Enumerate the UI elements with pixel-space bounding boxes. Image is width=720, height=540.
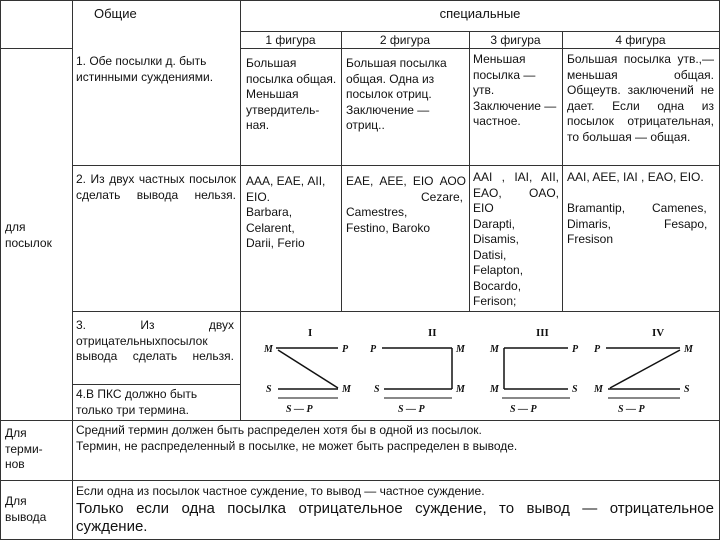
label-for-conclusion: Для вывода [5, 494, 47, 524]
roman-numeral: IV [652, 327, 665, 339]
term-m: M [264, 344, 273, 355]
figure-3-rules: Меньшая посылка — утв. Заключение — частное. [473, 52, 557, 128]
term-m: M [594, 384, 603, 395]
figure-2-rules: Большая посылка общая. Одна из посылок отриц. Заключение — отриц.. [346, 56, 447, 132]
figure-4-mood-codes: AAI, AEE, IAI , EAO, EIO. [567, 170, 704, 184]
grid-line [72, 165, 720, 166]
diagram-line [278, 350, 338, 388]
term-p: P [342, 344, 349, 355]
mood-name: Dimaris, [567, 216, 611, 231]
mood-name: Datisi, [473, 247, 507, 262]
figure-diagrams [240, 312, 720, 420]
mood-name: Cezare, [421, 189, 464, 204]
figure-1-mood-codes: ААА, ЕАЕ, АII, ЕIO. [246, 174, 326, 204]
figure-4-rules: Большая посылка утв.,— меньшая общая. Общеутв. заключений не дает. Если одна из посылок отрицательная, то большая — общая. [567, 52, 714, 144]
mood-name: Fesapo, [664, 216, 708, 231]
term-p: P [594, 344, 601, 355]
grid-line [240, 31, 720, 32]
grid-line [0, 0, 1, 540]
grid-line [72, 384, 240, 385]
diagram-figure-3 [489, 327, 579, 415]
conclusion-sp: S — P [286, 404, 313, 415]
terms-rule-1: Средний термин должен быть распределен хотя бы в одной из посылок. [76, 423, 482, 437]
figure-1-rules: Большая посылка общая. Меньшая утвердитель-ная. [246, 56, 337, 132]
header-figure-4: 4 фигура [615, 33, 666, 47]
grid-line [72, 0, 73, 540]
diagram-figure-2 [370, 327, 466, 415]
general-rule-2: 2. Из двух частных посылок сделать вывода нельзя. [76, 172, 236, 202]
mood-name: Festino, Baroko [346, 220, 431, 235]
roman-numeral: II [428, 327, 437, 339]
term-m: M [456, 344, 465, 355]
roman-numeral: III [536, 327, 549, 339]
conclusion-sp: S — P [510, 404, 537, 415]
mood-name: Camenes, [652, 201, 707, 215]
term-p: P [572, 344, 579, 355]
header-general: Общие [94, 6, 137, 21]
header-figure-1: 1 фигура [265, 33, 316, 47]
mood-name: Bocardo, [473, 278, 522, 293]
roman-numeral: I [308, 327, 313, 339]
mood-name: Darapti, [473, 216, 516, 231]
term-s: S [374, 384, 380, 395]
term-m: M [456, 384, 465, 395]
term-m: M [490, 344, 499, 355]
mood-name: Bramantip, [567, 201, 626, 215]
figure-2-mood-codes: ЕАЕ, АЕЕ, ЕIO АОО [346, 174, 466, 188]
label-for-terms: Для терми-нов [5, 426, 43, 471]
general-rule-1: 1. Обе посылки д. быть истинными суждениями. [76, 54, 214, 84]
header-figure-3: 3 фигура [490, 33, 541, 47]
grid-line [469, 31, 470, 311]
grid-line [0, 48, 72, 49]
term-s: S [572, 384, 578, 395]
mood-name: Ferison; [473, 294, 517, 308]
figure-1-moods [246, 174, 338, 252]
term-m: M [342, 384, 351, 395]
term-m: M [490, 384, 499, 395]
grid-line [0, 480, 720, 481]
grid-line [341, 31, 342, 311]
diagram-line [610, 350, 680, 388]
conclusion-sp: S — P [398, 404, 425, 415]
term-s: S [684, 384, 690, 395]
grid-line [0, 0, 720, 1]
grid-line [562, 31, 563, 311]
term-s: S [266, 384, 272, 395]
header-figure-2: 2 фигура [379, 33, 431, 47]
conclusion-rule-1: Если одна из посылок частное суждение, то вывод — частное суждение. [76, 484, 485, 498]
conclusion-rule-2: Только если одна посылка отрицательное суждение, то вывод — отрицательное суждение. [76, 500, 714, 535]
general-rule-3: 3. Из двух отрицательныхпосылок вывода сделать нельзя. [76, 318, 234, 363]
mood-name: Felapton, [473, 263, 524, 277]
mood-name: Camestres, [346, 205, 408, 219]
mood-name: Fresison [567, 232, 614, 246]
diagram-figure-4 [593, 327, 694, 415]
figure-3-mood-codes: ААI , IAI, AII, EAO, OAO, EIO [473, 170, 559, 215]
conclusion-sp: S — P [618, 404, 645, 415]
figure-4-moods [567, 170, 714, 186]
terms-rule-2: Термин, не распределенный в посылке, не может быть распределен в выводе. [76, 439, 518, 453]
term-p: P [370, 344, 377, 355]
header-special: специальные [439, 6, 521, 21]
mood-name: Barbara, [246, 205, 293, 219]
figure-3-moods [473, 170, 559, 310]
diagram-figure-1 [263, 327, 352, 415]
mood-name: Darii, Ferio [246, 236, 305, 250]
label-for-premises: для посылок [5, 220, 52, 250]
grid-line [0, 420, 720, 421]
mood-name: Celarent, [246, 220, 295, 235]
general-rule-4: 4.В ПКС должно быть только три термина. [76, 387, 198, 417]
figure-2-moods [346, 174, 466, 236]
mood-name: Disamis, [473, 232, 520, 246]
term-m: M [684, 344, 693, 355]
